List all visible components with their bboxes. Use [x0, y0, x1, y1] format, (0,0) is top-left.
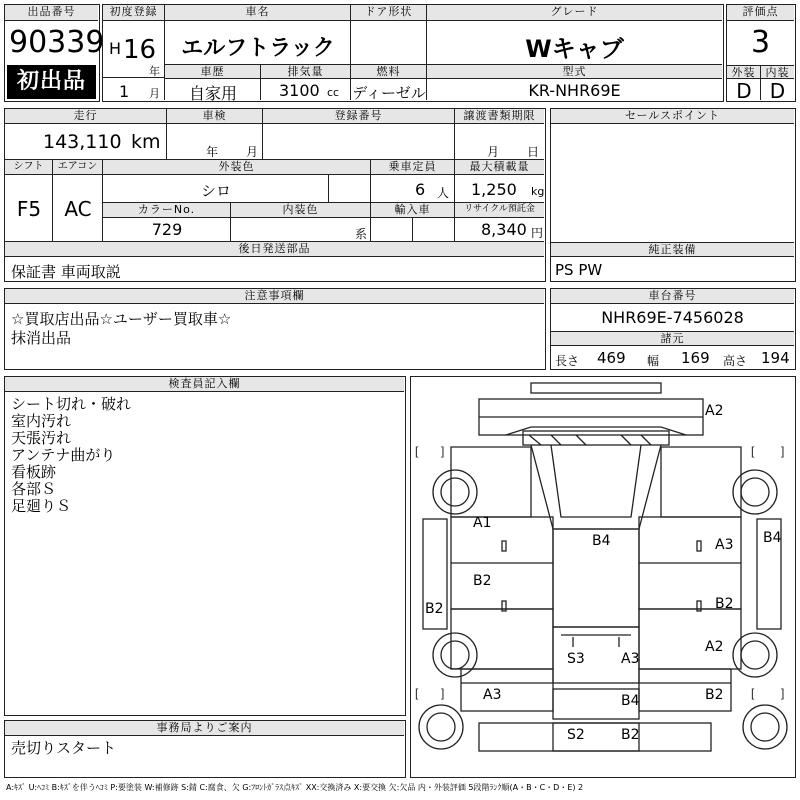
color-no: 729 [151, 220, 183, 239]
chassis-label: 車台番号 [551, 289, 794, 304]
inspection-label: 車検 [167, 109, 263, 124]
height: 194 [761, 349, 790, 367]
damage-mark: A3 [483, 687, 502, 703]
notes-label: 注意事項欄 [5, 289, 544, 304]
ac-label: エアコン [53, 160, 103, 175]
score: 3 [750, 25, 771, 60]
inspector-line: シート切れ・破れ [11, 395, 132, 413]
damage-mark: B4 [592, 533, 611, 549]
office-label: 事務局よりご案内 [5, 721, 404, 736]
inspector-line: 看板跡 [11, 463, 57, 481]
int-color-label: 内装色 [231, 203, 371, 218]
length: 469 [597, 349, 626, 367]
max-load: 1,250 [471, 180, 517, 199]
later-parts: 保証書 車両取説 [11, 263, 121, 281]
damage-mark: S3 [567, 651, 585, 667]
lot-number: 90339 [9, 25, 105, 60]
capacity-label: 乗車定員 [371, 160, 455, 175]
damage-mark: B2 [473, 573, 492, 589]
sales-points-box [550, 108, 796, 282]
office-box [4, 720, 406, 778]
mileage: 143,110 [43, 131, 122, 153]
inspector-line: 各部Ｓ [11, 480, 57, 498]
history: 自家用 [188, 84, 237, 103]
inspector-label: 検査員記入欄 [5, 377, 404, 392]
exterior-label: 外装 [727, 65, 761, 79]
mileage-unit: km [131, 131, 161, 153]
month-unit: 月 [149, 87, 160, 100]
notes-box [4, 288, 546, 370]
inspector-line: 室内汚れ [11, 412, 72, 430]
svg-text:[: [ [751, 444, 755, 458]
svg-text:]: ] [781, 444, 785, 458]
length-label: 長さ [555, 354, 580, 368]
displacement-unit: cc [327, 86, 340, 99]
office-text: 売切りスタート [11, 739, 117, 757]
score-label: 評価点 [727, 5, 794, 21]
notes-line: ☆買取店出品☆ユーザー買取車☆ [11, 310, 232, 328]
max-load-label: 最大積載量 [455, 160, 544, 175]
oem-label: 純正装備 [551, 242, 794, 257]
inspector-line: アンテナ曲がり [11, 446, 116, 464]
recycle-fee: 8,340 [481, 220, 527, 239]
damage-mark: B2 [715, 596, 734, 612]
svg-text:[: [ [751, 686, 755, 700]
inspector-box [4, 376, 406, 716]
ext-color: シロ [200, 182, 231, 200]
capacity-unit: 人 [437, 186, 450, 200]
mileage-label: 走行 [5, 109, 167, 124]
height-label: 高さ [723, 354, 748, 368]
first-listing-badge: 初出品 [7, 65, 96, 99]
fuel-label: 燃料 [351, 65, 427, 79]
max-load-unit: kg [531, 185, 545, 198]
oem-equipment: PS PW [555, 261, 603, 279]
specs-box [4, 108, 546, 282]
reg-no-label: 登録番号 [263, 109, 455, 124]
inspector-line: 天張汚れ [11, 429, 72, 447]
damage-mark: A1 [473, 515, 492, 531]
interior-grade: D [769, 79, 786, 103]
shift: F5 [16, 197, 42, 221]
inspection-month-unit: 月 [246, 145, 259, 159]
color-no-label: カラーNo. [103, 203, 231, 218]
condition-diagram [410, 376, 796, 778]
first-reg-year: 16 [123, 35, 157, 65]
damage-mark: B4 [763, 530, 782, 546]
chassis-number: NHR69E-7456028 [601, 308, 744, 327]
dims-label: 諸元 [551, 331, 794, 346]
later-parts-label: 後日発送部品 [5, 242, 544, 257]
grade-label: グレード [427, 5, 722, 21]
capacity: 6 [415, 180, 426, 199]
first-reg-month: 1 [119, 82, 130, 101]
first-reg-label: 初度登録 [103, 5, 165, 21]
import-label: 輸入車 [371, 203, 455, 218]
sales-points-label: セールスポイント [551, 109, 794, 124]
door-value [351, 21, 427, 65]
model-code: KR-NHR69E [528, 81, 621, 100]
lot-number-box [4, 4, 105, 102]
svg-text:[: [ [415, 686, 419, 700]
displacement-label: 排気量 [261, 65, 351, 79]
door-label: ドア形状 [351, 5, 427, 21]
notes-line: 抹消出品 [11, 329, 72, 347]
interior-label: 内装 [761, 65, 794, 79]
damage-mark: A3 [621, 651, 640, 667]
displacement: 3100 [279, 81, 320, 100]
damage-mark: S2 [567, 727, 585, 743]
ext-color-label: 外装色 [103, 160, 371, 175]
transfer-label: 譲渡書類期限 [455, 109, 544, 124]
score-box [726, 4, 796, 102]
damage-mark: B4 [621, 693, 640, 709]
ac: AC [64, 197, 92, 221]
fuel: ディーゼル [352, 84, 426, 102]
inspector-line: 足廻りＳ [11, 497, 72, 515]
damage-mark: A2 [705, 403, 724, 419]
damage-mark: B2 [425, 601, 444, 617]
truck-outline [411, 377, 794, 776]
car-name: エルフトラック [181, 36, 335, 61]
model-code-label: 型式 [427, 65, 722, 79]
car-name-label: 車名 [165, 5, 351, 21]
exterior-grade: D [736, 79, 752, 103]
damage-mark: A3 [715, 537, 734, 553]
damage-mark: B2 [621, 727, 640, 743]
lot-number-label: 出品番号 [5, 5, 98, 21]
year-unit: 年 [149, 65, 160, 78]
transfer-day-unit: 日 [527, 145, 540, 159]
svg-text:]: ] [781, 686, 785, 700]
width-label: 幅 [647, 354, 660, 368]
svg-text:]: ] [441, 444, 445, 458]
int-color-suffix: 系 [355, 227, 368, 241]
header-main [102, 4, 724, 102]
chassis-box [550, 288, 796, 370]
recycle-label: リサイクル預託金 [455, 203, 544, 218]
svg-text:]: ] [441, 686, 445, 700]
inspection-year-unit: 年 [206, 145, 219, 159]
grade: Wキャブ [525, 35, 624, 63]
damage-mark: B2 [705, 687, 724, 703]
width: 169 [681, 349, 710, 367]
shift-label: シフト [5, 160, 53, 175]
recycle-unit: 円 [531, 226, 544, 240]
era: H [109, 39, 122, 58]
transfer-month-unit: 月 [487, 145, 500, 159]
damage-mark: A2 [705, 639, 724, 655]
legend: A:ｷｽﾞ U:ﾍｺﾐ B:ｷｽﾞを伴うﾍｺﾐ P:要塗装 W:補修跡 S:錆 C:腐食、欠 G:ﾌﾛﾝﾄｶﾞﾗｽ点ｷｽﾞ XX:交換済み X:要交換 欠:欠品 内・外装評価 5段階ﾗﾝｸ順(A・B・C・D・E) 2 [6, 783, 584, 792]
svg-text:[: [ [415, 444, 419, 458]
history-label: 車歴 [165, 65, 261, 79]
